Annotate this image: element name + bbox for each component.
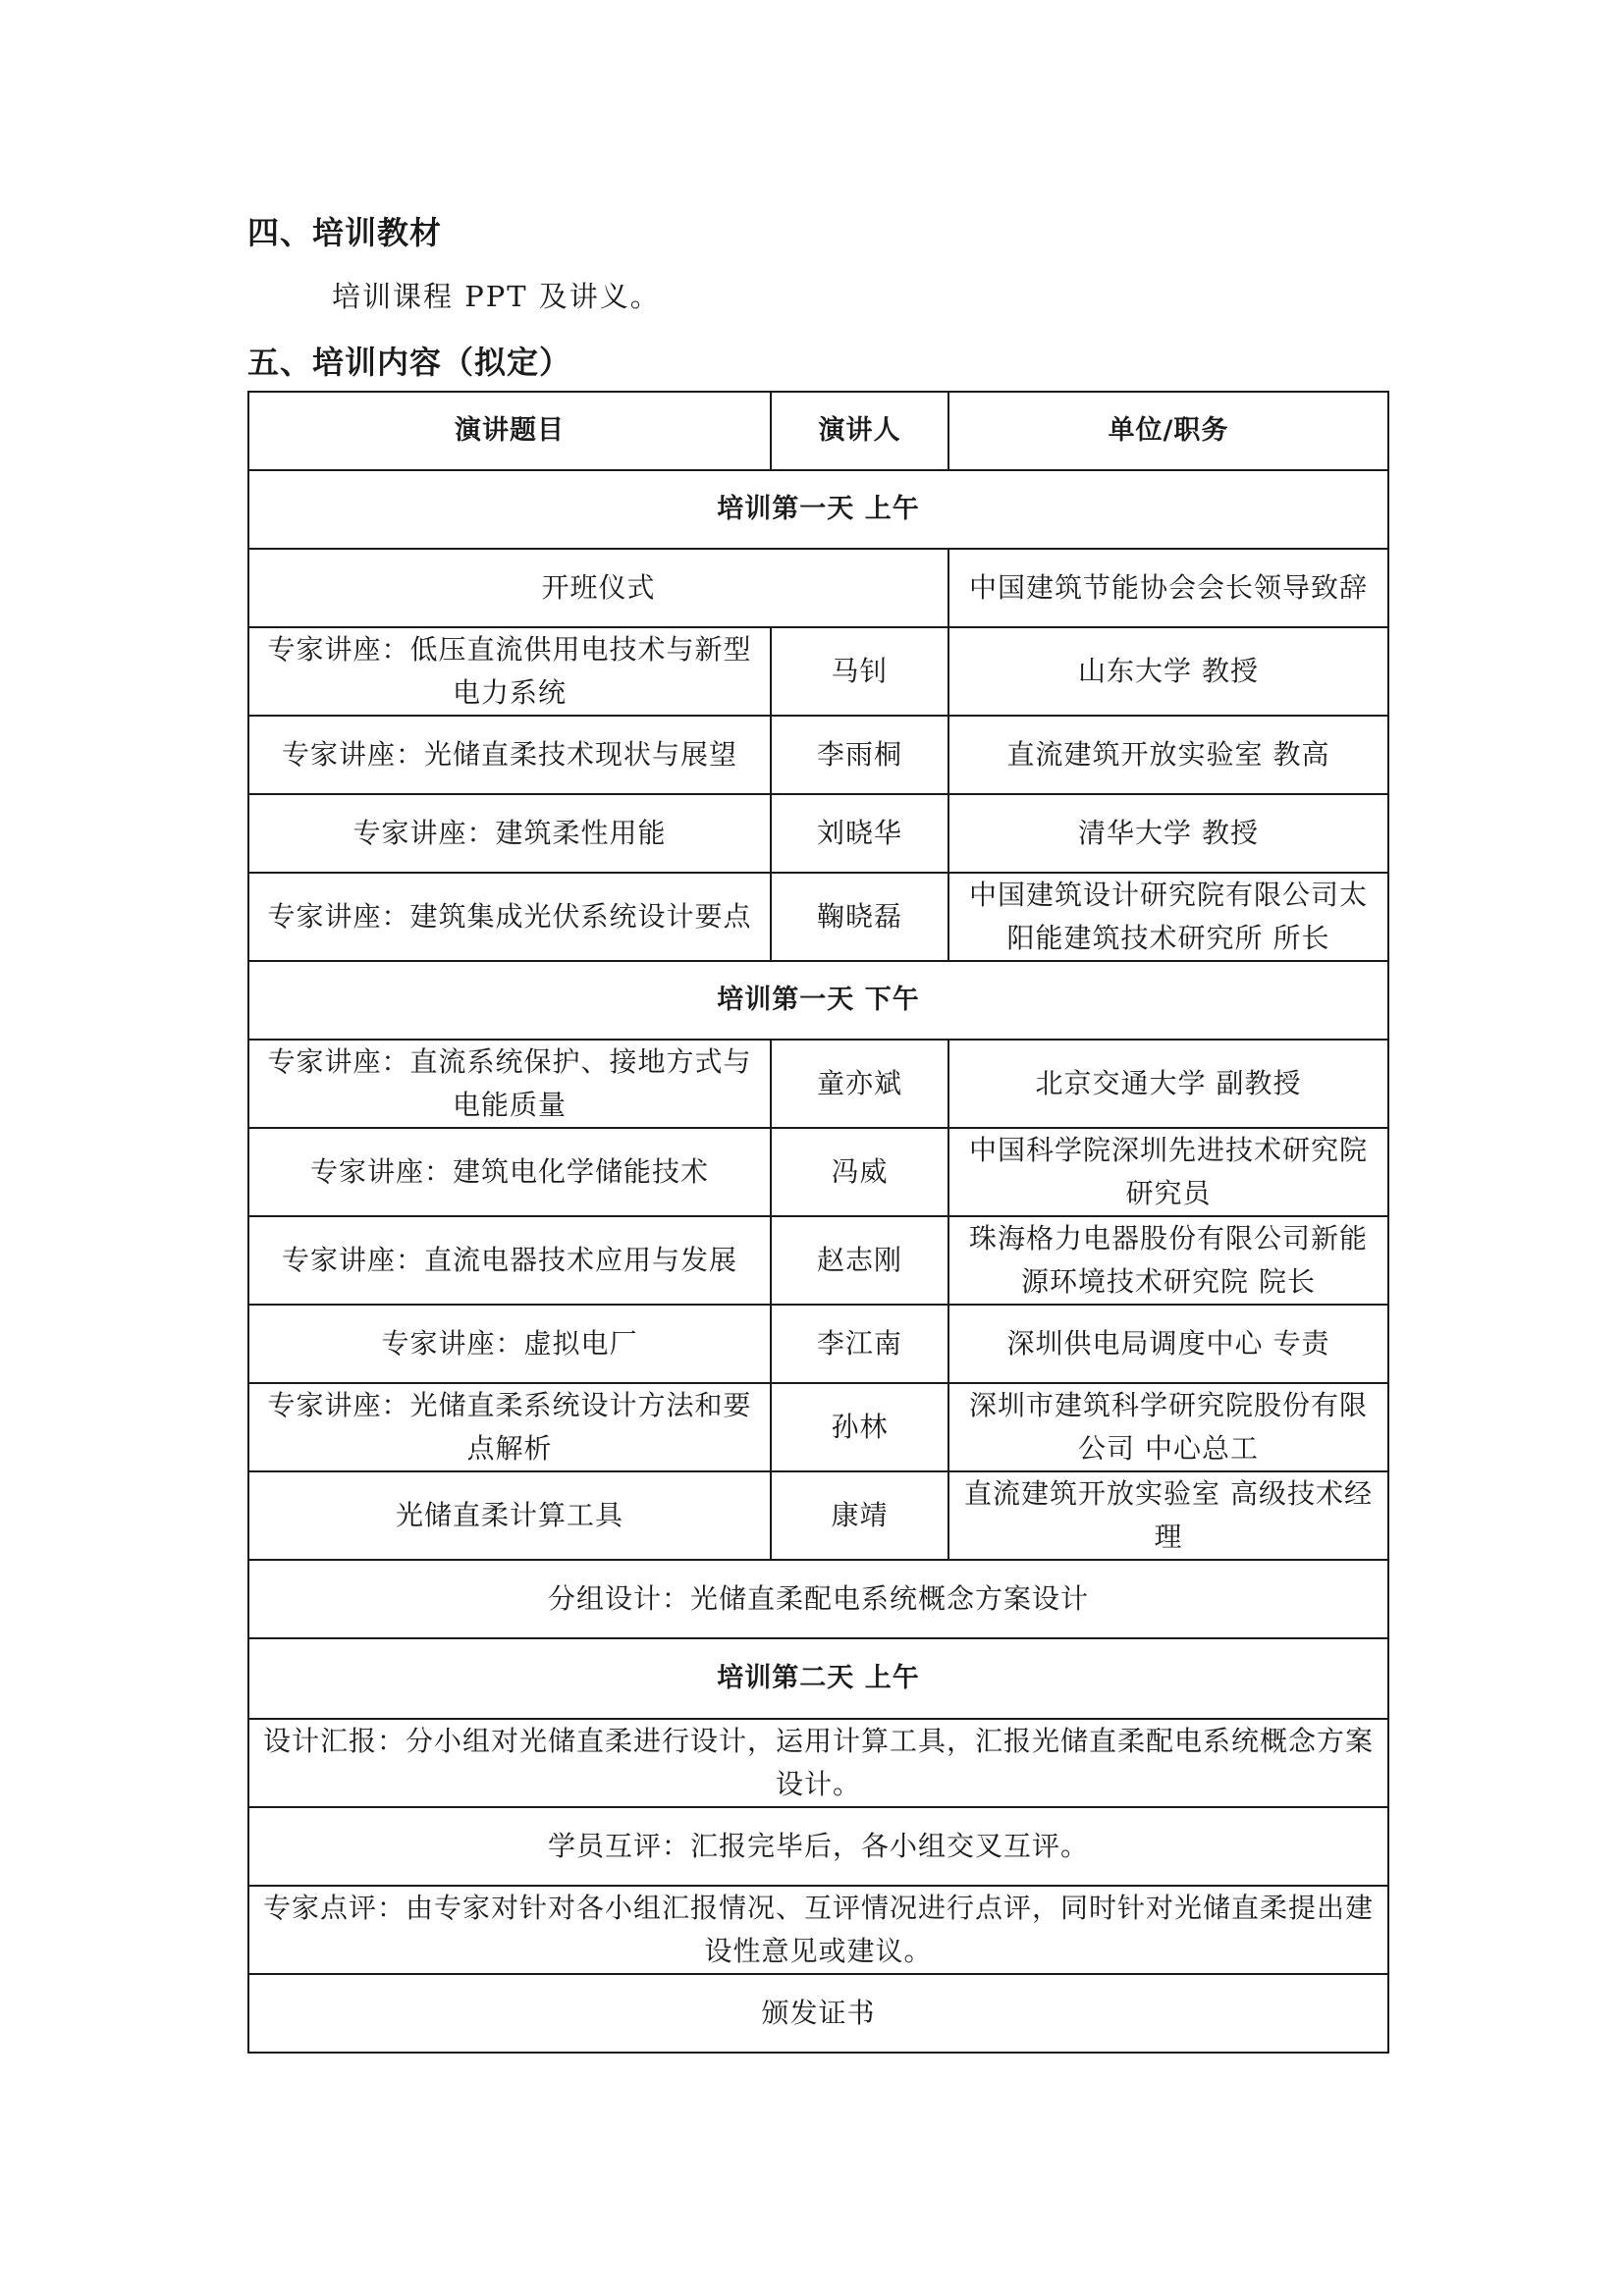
topic-cell: 专家讲座：直流电器技术应用与发展 — [248, 1216, 771, 1305]
speaker-cell: 刘晓华 — [771, 794, 948, 873]
table-row — [248, 794, 1388, 873]
topic-cell: 专家讲座：虚拟电厂 — [248, 1305, 771, 1383]
certificate-cell: 颁发证书 — [248, 1974, 1388, 2053]
section-row — [248, 470, 1388, 549]
org-cell: 珠海格力电器股份有限公司新能源环境技术研究院 院长 — [948, 1216, 1388, 1305]
topic-cell: 专家讲座：建筑柔性用能 — [248, 794, 771, 873]
speaker-cell: 童亦斌 — [771, 1040, 948, 1128]
table-row — [248, 1807, 1388, 1886]
training-schedule-table — [247, 391, 1389, 2054]
speaker-cell: 李江南 — [771, 1305, 948, 1383]
section-title-day1-morning: 培训第一天 上午 — [248, 470, 1388, 549]
section-heading-content: 五、培训内容（拟定） — [247, 344, 572, 381]
section-title-day1-afternoon: 培训第一天 下午 — [248, 961, 1388, 1040]
speaker-cell: 李雨桐 — [771, 716, 948, 794]
table-row — [248, 627, 1388, 716]
table-row — [248, 549, 1388, 627]
header-speaker: 演讲人 — [771, 392, 948, 470]
org-cell: 直流建筑开放实验室 教高 — [948, 716, 1388, 794]
org-cell: 清华大学 教授 — [948, 794, 1388, 873]
topic-cell: 专家讲座：建筑集成光伏系统设计要点 — [248, 873, 771, 961]
speaker-cell: 孙林 — [771, 1383, 948, 1471]
org-cell: 北京交通大学 副教授 — [948, 1040, 1388, 1128]
table-row — [248, 1719, 1388, 1807]
opening-topic: 开班仪式 — [248, 549, 948, 627]
table-row — [248, 1560, 1388, 1638]
section-row — [248, 961, 1388, 1040]
org-cell: 直流建筑开放实验室 高级技术经理 — [948, 1471, 1388, 1560]
header-org: 单位/职务 — [948, 392, 1388, 470]
org-cell: 深圳供电局调度中心 专责 — [948, 1305, 1388, 1383]
org-cell: 山东大学 教授 — [948, 627, 1388, 716]
topic-cell: 专家讲座：建筑电化学储能技术 — [248, 1128, 771, 1216]
org-cell: 深圳市建筑科学研究院股份有限公司 中心总工 — [948, 1383, 1388, 1471]
expert-review-cell: 专家点评：由专家对针对各小组汇报情况、互评情况进行点评，同时针对光储直柔提出建设性意见或建议。 — [248, 1886, 1388, 1974]
topic-cell: 专家讲座：光储直柔技术现状与展望 — [248, 716, 771, 794]
topic-cell: 专家讲座：直流系统保护、接地方式与电能质量 — [248, 1040, 771, 1128]
table-row — [248, 873, 1388, 961]
org-cell: 中国建筑设计研究院有限公司太阳能建筑技术研究所 所长 — [948, 873, 1388, 961]
speaker-cell: 冯威 — [771, 1128, 948, 1216]
header-topic: 演讲题目 — [248, 392, 771, 470]
table-header-row — [248, 392, 1388, 470]
section-heading-materials: 四、培训教材 — [247, 214, 443, 251]
speaker-cell: 马钊 — [771, 627, 948, 716]
opening-org: 中国建筑节能协会会长领导致辞 — [948, 549, 1388, 627]
topic-cell: 专家讲座：低压直流供用电技术与新型电力系统 — [248, 627, 771, 716]
table-row — [248, 716, 1388, 794]
peer-review-cell: 学员互评：汇报完毕后，各小组交叉互评。 — [248, 1807, 1388, 1886]
topic-cell: 光储直柔计算工具 — [248, 1471, 771, 1560]
speaker-cell: 康靖 — [771, 1471, 948, 1560]
section-title-day2-morning: 培训第二天 上午 — [248, 1638, 1388, 1719]
table-row — [248, 1886, 1388, 1974]
speaker-cell: 赵志刚 — [771, 1216, 948, 1305]
table-row — [248, 1471, 1388, 1560]
org-cell: 中国科学院深圳先进技术研究院研究员 — [948, 1128, 1388, 1216]
materials-text: 培训课程 PPT 及讲义。 — [332, 280, 661, 313]
table-row — [248, 1305, 1388, 1383]
design-report-cell: 设计汇报：分小组对光储直柔进行设计，运用计算工具，汇报光储直柔配电系统概念方案设计。 — [248, 1719, 1388, 1807]
table-row — [248, 1040, 1388, 1128]
table-row — [248, 1383, 1388, 1471]
speaker-cell: 鞠晓磊 — [771, 873, 948, 961]
table-row — [248, 1128, 1388, 1216]
table-row — [248, 1974, 1388, 2053]
section-row — [248, 1638, 1388, 1719]
group-design-cell: 分组设计：光储直柔配电系统概念方案设计 — [248, 1560, 1388, 1638]
topic-cell: 专家讲座：光储直柔系统设计方法和要点解析 — [248, 1383, 771, 1471]
table-row — [248, 1216, 1388, 1305]
